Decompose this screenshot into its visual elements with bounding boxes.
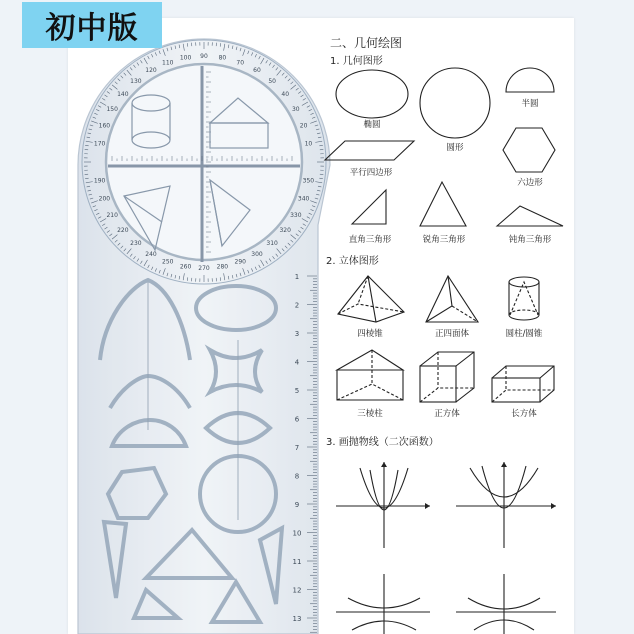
protractor-label: 60 <box>253 67 261 75</box>
scale-label: 8 <box>294 472 300 481</box>
semicircle-shape <box>506 68 554 92</box>
parabola-graph-3 <box>336 574 430 634</box>
caption-tetrahedron: 正四面体 <box>434 329 469 339</box>
scale-label: 3 <box>294 330 300 338</box>
cube-solid <box>420 352 474 402</box>
scale-label: 7 <box>294 444 300 452</box>
protractor-label: 170 <box>93 140 106 148</box>
protractor-label: 70 <box>236 59 245 67</box>
scale-label: 10 <box>292 529 302 538</box>
parallelogram-shape <box>325 141 414 160</box>
parabola-graph-2 <box>456 462 556 548</box>
caption-semicircle: 半圆 <box>521 99 539 109</box>
protractor-label: 310 <box>266 240 278 248</box>
scale-label: 11 <box>292 558 302 566</box>
ellipse-shape <box>336 70 408 118</box>
scale-label: 6 <box>294 415 300 424</box>
protractor-label: 20 <box>299 122 308 130</box>
caption-cube: 正方体 <box>434 409 460 419</box>
caption-circle: 圆形 <box>446 143 464 153</box>
section-title-solid: 2. 立体图形 <box>326 256 379 267</box>
protractor-label: 290 <box>234 258 246 266</box>
protractor-label: 110 <box>162 59 174 67</box>
protractor-label: 320 <box>279 227 291 235</box>
circle-shape <box>420 68 490 138</box>
protractor-label: 280 <box>216 263 229 271</box>
scale-label: 2 <box>294 301 300 310</box>
protractor-label: 340 <box>297 195 310 203</box>
scale-label: 5 <box>294 387 300 395</box>
caption-parallelogram: 平行四边形 <box>349 168 393 178</box>
scale-label: 1 <box>294 273 300 281</box>
caption-ellipse: 椭圆 <box>363 120 381 130</box>
obtuse-triangle-shape <box>497 206 563 226</box>
scale-label: 4 <box>294 358 300 367</box>
caption-hexagon: 六边形 <box>517 178 543 188</box>
caption-cuboid: 长方体 <box>511 409 537 419</box>
protractor-label: 200 <box>98 195 111 203</box>
tetrahedron-solid <box>426 276 478 322</box>
protractor-label: 120 <box>145 67 157 75</box>
caption-square-pyramid: 四棱锥 <box>357 329 383 339</box>
caption-cylinder-cone: 圆柱/圆锥 <box>505 329 543 339</box>
scale-label: 12 <box>292 586 302 595</box>
protractor-label: 350 <box>302 177 315 185</box>
protractor-label: 250 <box>162 258 174 266</box>
square-pyramid-solid <box>338 276 404 322</box>
protractor-label: 30 <box>291 106 300 113</box>
protractor-label: 300 <box>251 250 263 258</box>
caption-acute-triangle: 锐角三角形 <box>422 235 466 245</box>
grade-badge <box>22 2 162 48</box>
protractor-label: 130 <box>130 77 142 85</box>
cuboid-solid <box>492 366 554 402</box>
section-title-parabola: 3. 画抛物线（二次函数） <box>326 437 439 448</box>
protractor-label: 230 <box>130 240 142 248</box>
protractor-label: 140 <box>117 90 129 98</box>
protractor-label: 90 <box>200 53 208 60</box>
right-triangle-shape <box>352 190 386 224</box>
protractor-label: 50 <box>268 77 276 85</box>
protractor-label: 150 <box>106 106 118 113</box>
protractor-label: 270 <box>198 265 210 272</box>
protractor-label: 260 <box>179 263 192 271</box>
triangular-prism-solid <box>337 350 403 400</box>
section-title-plane: 1. 几何图形 <box>330 56 383 67</box>
protractor-label: 160 <box>98 122 111 130</box>
acute-triangle-shape <box>420 182 466 226</box>
scale-label: 9 <box>294 501 300 509</box>
caption-obtuse-triangle: 钝角三角形 <box>508 235 552 245</box>
protractor-label: 10 <box>304 140 313 148</box>
protractor-label: 100 <box>179 54 192 62</box>
grade-badge-label: 初中版 <box>45 11 139 46</box>
protractor-label: 80 <box>218 54 227 62</box>
protractor-label: 210 <box>106 212 118 219</box>
scale-label: 13 <box>292 615 302 623</box>
hexagon-shape <box>503 128 555 172</box>
caption-triangular-prism: 三棱柱 <box>357 409 383 419</box>
caption-right-triangle: 直角三角形 <box>348 235 392 245</box>
parabola-graph-4 <box>456 574 556 634</box>
parabola-graph-1 <box>336 462 430 548</box>
cylinder-cone-solid <box>509 277 539 320</box>
page-heading: 二、几何绘图 <box>330 36 403 50</box>
protractor-label: 40 <box>281 90 290 98</box>
protractor-label: 330 <box>290 212 302 219</box>
protractor-label: 190 <box>93 177 106 185</box>
protractor-label: 220 <box>117 227 129 235</box>
protractor-label: 240 <box>145 250 157 258</box>
